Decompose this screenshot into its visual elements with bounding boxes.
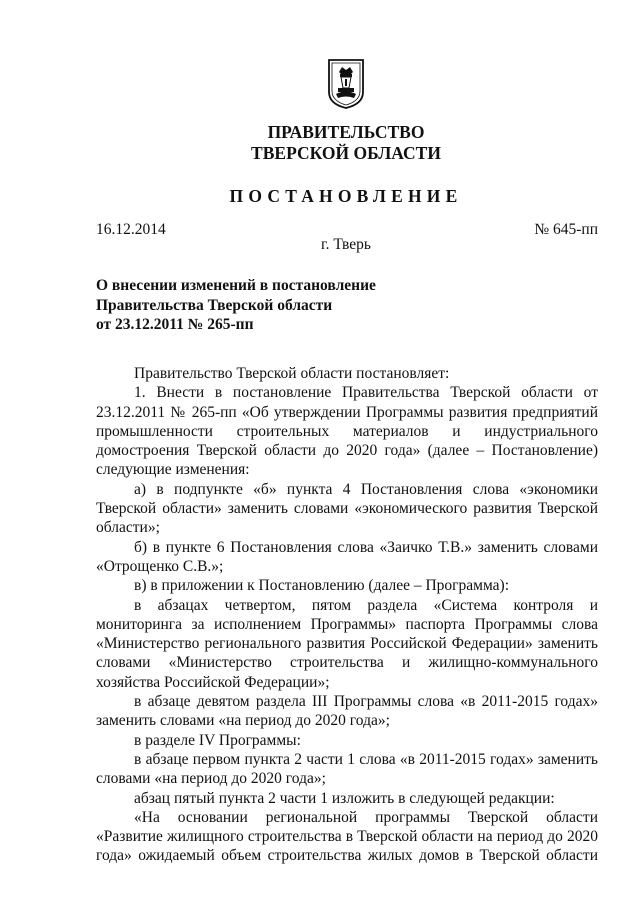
document-date: 16.12.2014 [96,221,166,238]
body-paragraph-item-2-part-1: в абзаце первом пункта 2 части 1 слова «в 2011-2015 годах» заменить словами «на период до 2020 года»; [96,750,598,788]
document-subject [96,276,416,335]
tver-coat-of-arms-icon [327,58,365,110]
body-paragraph-section-4: в разделе IV Программы: [134,731,301,749]
document-type: ПОСТАНОВЛЕНИЕ [229,186,463,206]
body-paragraph-section-control: в абзацах четвертом, пятом раздела «Система контроля и мониторинга за исполнением Программы» паспорта Программы слова «Министерство регионального развития Российской Федерации» заменить словами «Министерство строительства и жилищно-коммунального хозяйства Российской Федерации»; [96,596,598,691]
body-paragraph-intro: Правительство Тверской области постановляет: [134,365,450,382]
subject-line2: Правительства Тверской области [96,296,333,314]
government-title-line2: ТВЕРСКОЙ ОБЛАСТИ [251,143,441,163]
government-title-line1: ПРАВИТЕЛЬСТВО [267,122,425,142]
government-title [0,122,640,164]
body-paragraph-a: а) в подпункте «б» пункта 4 Постановления слова «экономики Тверской области» заменить словами «экономического развития Тверской области»; [96,480,598,537]
body-paragraph-section-3: в абзаце девятом раздела III Программы слова «в 2011-2015 годах» заменить словами «на период до 2020 года»; [96,693,598,730]
body-paragraph-fifth-abzac: абзац пятый пункта 2 части 1 изложить в следующей редакции: [134,789,555,807]
document-city: г. Тверь [321,236,371,253]
body-paragraph-item-1: 1. Внести в постановление Правительства Тверской области от 23.12.2011 № 265-пп «Об утверждении Программы развития предприятий промышленности строительных материалов и индустриального домостроения Тверской области до 2020 года» (далее – Постановление) следующие изменения: [96,384,598,479]
subject-line3: от 23.12.2011 № 265-пп [96,316,254,333]
subject-line1: О внесении изменений в постановление [96,277,376,294]
document-number: № 645-пп [534,221,598,238]
body-paragraph-v: в) в приложении к Постановлению (далее – Программа): [134,577,510,595]
body-paragraph-new-wording: «На основании региональной программы Тверской области «Развитие жилищного строительства в Тверской области на период до 2020 года» ожидаемый объем строительства жилых домов в Тверской области [96,808,598,865]
body-paragraph-b: б) в пункте 6 Постановления слова «Заичко Т.В.» заменить словами «Отрощенко С.В.»; [96,538,598,575]
document-body [96,364,598,866]
